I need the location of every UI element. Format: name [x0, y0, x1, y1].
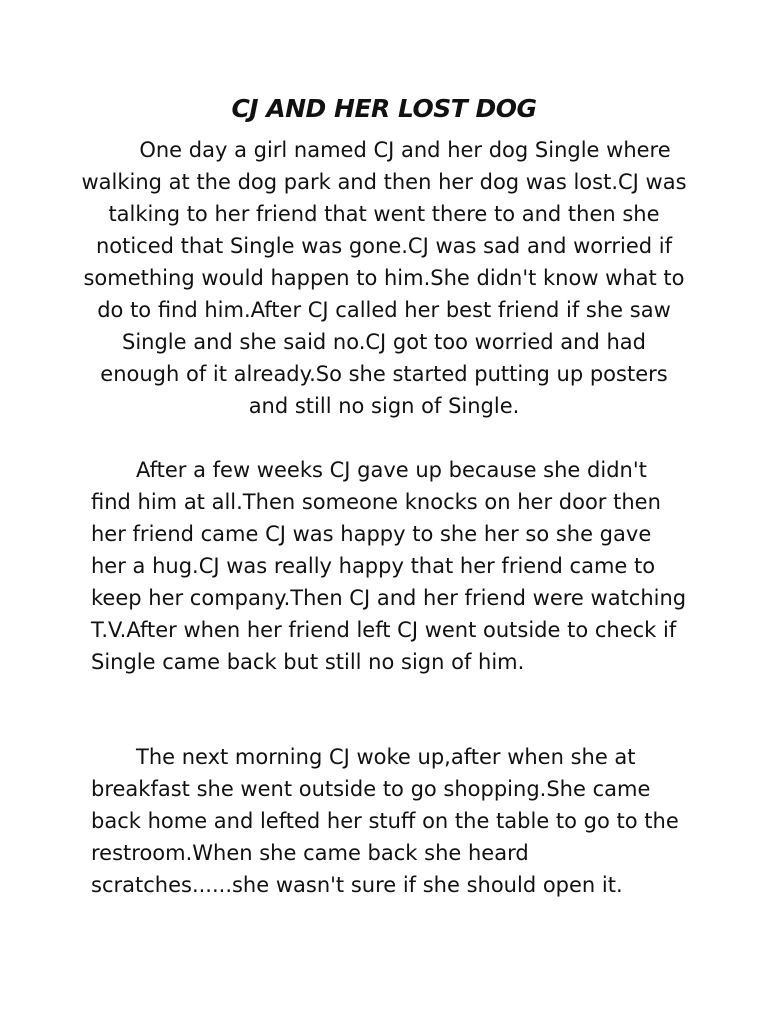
story-title: CJ AND HER LOST DOG — [231, 94, 537, 123]
paragraph-2-text: After a few weeks CJ gave up because she didn't find him at all.Then someone knocks on her door then her friend came CJ was happy to she her so she gave her a hug.CJ was really happy that her friend came to keep her company.Then CJ and her friend were watching T.V.After when her friend left CJ went outside to check if Single came back but still no sign of him. — [91, 458, 687, 674]
story-paragraph-1 — [80, 134, 688, 422]
paragraph-3-text: The next morning CJ woke up,after when she at breakfast she went outside to go shopping.She came back home and lefted her stuff on the table to go to the restroom.When she came back she heard scratches......she wasn't sure if she should open it. — [91, 745, 679, 897]
paragraph-1-text: One day a girl named CJ and her dog Single where walking at the dog park and then her dog was lost.CJ was talking to her friend that went there to and then she noticed that Single was gone.CJ was sad and worried if something would happen to him.She didn't know what to do to find him.After CJ called her best friend if she saw Single and she said no.CJ got too worried and had enough of it already.So she started putting up posters and still no sign of Single. — [81, 138, 687, 418]
story-paragraph-2 — [91, 454, 691, 678]
story-paragraph-3 — [91, 741, 691, 901]
